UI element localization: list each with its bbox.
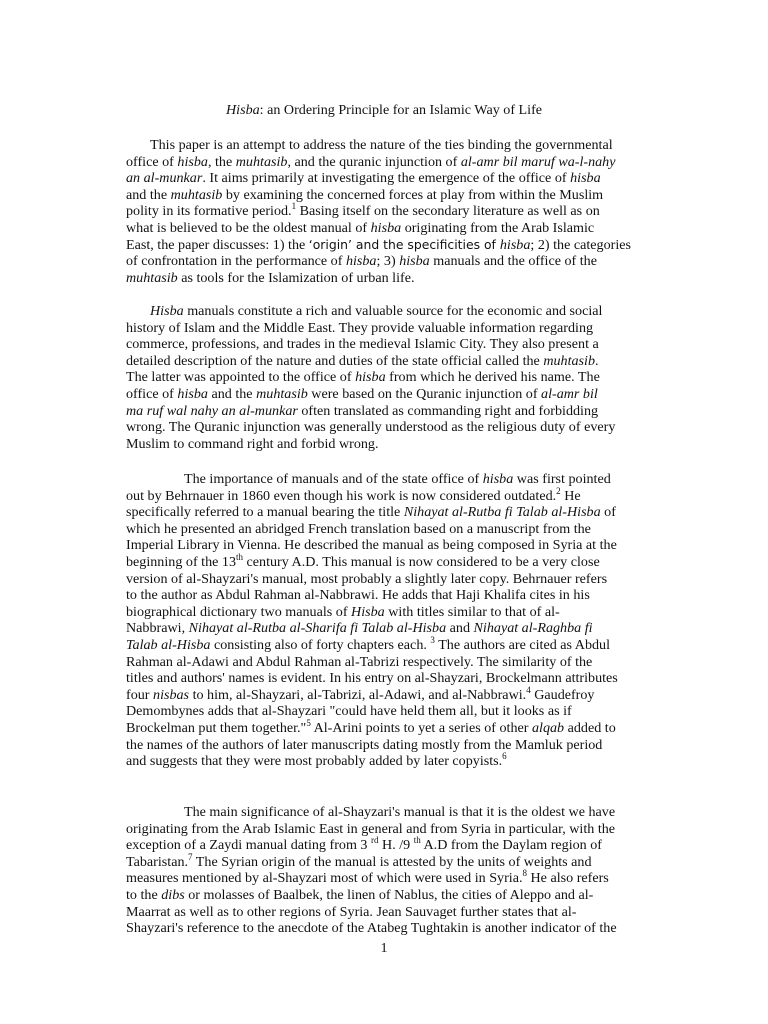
text-run: He also refers — [526, 870, 609, 887]
text-line — [126, 504, 686, 521]
text-run: out by Behrnauer in 1860 even though his work is now considered outdated. — [126, 487, 557, 504]
text-run: specifically referred to a manual bearing the title — [126, 504, 404, 521]
text-run: The latter was appointed to the office of — [126, 369, 356, 386]
text-run: Tabaristan. — [126, 853, 189, 870]
italic-term: hisba — [345, 253, 377, 270]
text-run: originating from the Arab Islamic — [401, 219, 595, 236]
text-run: exception of a Zaydi manual dating from 3 — [126, 837, 371, 854]
text-run: and the — [126, 186, 171, 203]
italic-term: muhtasib — [170, 186, 223, 203]
italic-term: hisba — [570, 170, 601, 187]
title-italic: Hisba — [225, 102, 260, 118]
text-line — [126, 620, 686, 637]
footnote-marker: 7 — [188, 851, 193, 862]
text-run: the names of the authors of later manuscripts dating mostly from the Mamluk period — [126, 736, 603, 753]
text-line — [126, 537, 686, 554]
text-run: was first pointed — [513, 471, 611, 487]
text-run: to the author as Abdul Rahman al-Nabbrawi. He adds that Haji Khalifa cites in his — [126, 587, 590, 604]
italic-term: muhtasib — [126, 269, 178, 286]
text-run: what is believed to be the oldest manual of — [126, 219, 371, 236]
italic-term: hisba — [355, 369, 386, 386]
text-line — [126, 870, 686, 887]
text-run: wrong. The Quranic injunction was generally understood as the religious duty of every — [126, 419, 616, 436]
text-line — [126, 386, 686, 403]
text-run: Al-Arini points to yet a series of other — [310, 719, 532, 736]
text-line — [126, 753, 686, 770]
text-run: or molasses of Baalbek, the linen of Nablus, the cities of Aleppo and al- — [184, 886, 594, 903]
paragraph-1 — [126, 137, 686, 286]
text-line — [126, 336, 686, 353]
text-run: with titles similar to that of al- — [384, 603, 560, 620]
text-line — [126, 571, 686, 588]
italic-term: muhtasib — [256, 385, 308, 402]
italic-term: hisba — [499, 236, 531, 253]
text-run: Maarrat as well as to other regions of Syria. Jean Sauvaget further states that al- — [126, 903, 577, 920]
text-run: of confrontation in the performance of — [126, 253, 346, 270]
text-line — [126, 320, 686, 337]
italic-term: Nihayat al-Rutba fi Talab al-Hisba — [403, 504, 601, 521]
text-line — [126, 203, 686, 220]
text-run: A.D from the Daylam region of — [420, 837, 602, 854]
text-run: and — [446, 620, 474, 637]
text-line — [126, 804, 686, 821]
text-run: detailed description of the nature and duties of the state official called the — [126, 352, 544, 369]
italic-term: hisba — [399, 253, 430, 270]
text-run: polity in its formative period. — [126, 203, 292, 220]
text-line — [126, 887, 686, 904]
footnote-marker: 2 — [556, 485, 561, 496]
text-line — [126, 253, 686, 270]
text-run: titles and authors' names is evident. In his entry on al-Shayzari, Brockelmann attributes — [126, 670, 618, 687]
italic-term: Hisba — [150, 303, 184, 319]
text-line — [126, 717, 686, 737]
text-run: and the — [207, 385, 257, 402]
footnote-marker: th — [236, 551, 244, 562]
text-run: manuals and the office of the — [429, 253, 597, 270]
text-line — [126, 737, 686, 754]
text-line — [126, 353, 686, 370]
text-run: Demombynes adds that al-Shayzari "could have held them all, but it looks as if — [126, 703, 572, 720]
footnote-marker: th — [413, 835, 421, 846]
footnote-marker: rd — [371, 835, 379, 846]
text-run: Basing itself on the secondary literature as well as on — [296, 203, 600, 220]
italic-term: Nihayat al-Rutba al-Sharifa fi Talab al-Hisba — [188, 620, 447, 637]
text-run: beginning of the 13 — [126, 553, 236, 570]
paragraph-4 — [126, 804, 686, 937]
text-run: Brockelman put them together." — [126, 719, 307, 736]
footnote-marker: 1 — [291, 201, 297, 212]
text-line — [126, 821, 686, 838]
text-line — [126, 485, 686, 505]
text-run: version of al-Shayzari's manual, most probably a slightly later copy. Behrnauer refers — [126, 570, 608, 587]
text-run: manuals constitute a rich and valuable source for the economic and social — [183, 303, 603, 319]
document-title — [0, 102, 768, 119]
italic-term: Hisba — [351, 603, 385, 620]
text-run: . It aims primarily at investigating the emergence of the office of — [202, 170, 571, 187]
text-line — [126, 904, 686, 921]
text-run: , the — [207, 153, 236, 170]
text-line — [126, 703, 686, 720]
text-run: The importance of manuals and of the state office of — [184, 471, 483, 487]
footnote-marker: 3 — [430, 634, 435, 645]
text-line — [126, 587, 686, 604]
italic-term: hisba — [177, 385, 208, 402]
text-line — [126, 220, 686, 237]
text-run: office of — [126, 385, 178, 402]
text-line — [126, 369, 686, 386]
text-run: as tools for the Islamization of urban life. — [177, 269, 415, 286]
text-run: of — [600, 504, 616, 521]
text-run: The main significance of al-Shayzari's manual is that it is the oldest we have — [184, 804, 616, 820]
italic-term: alqab — [531, 719, 565, 736]
text-line — [126, 920, 686, 937]
text-run: century A.D. This manual is now considered to be a very close — [243, 553, 600, 570]
text-run: The Syrian origin of the manual is attested by the units of weights and — [192, 853, 592, 870]
text-run: . — [595, 352, 599, 369]
text-line — [126, 851, 686, 871]
italic-term: Nihayat al-Raghba fi — [473, 620, 593, 637]
text-line — [126, 270, 686, 287]
text-run: He — [560, 487, 581, 504]
text-run: Imperial Library in Vienna. He described the manual as being composed in Syria at the — [126, 537, 617, 554]
text-run: were based on the Quranic injunction of — [307, 385, 542, 402]
text-run: originating from the Arab Islamic East in general and from Syria in particular, with the — [126, 820, 616, 837]
paragraph-2 — [126, 303, 686, 452]
text-run: , and the quranic injunction of — [287, 153, 461, 170]
text-line — [126, 551, 686, 571]
text-run: consisting also of forty chapters each. — [210, 636, 431, 653]
text-run: The authors are cited as Abdul — [434, 636, 610, 653]
italic-term: hisba — [177, 153, 208, 170]
footnote-marker: 4 — [526, 684, 531, 695]
text-run: four — [126, 686, 154, 703]
text-run: ‘origin’ and the specificities of — [308, 236, 500, 252]
text-line — [126, 837, 686, 854]
italic-term: hisba — [370, 219, 402, 236]
text-line — [126, 187, 686, 204]
title-rest: : an Ordering Principle for an Islamic Way of Life — [259, 102, 543, 118]
text-line — [126, 436, 686, 453]
text-line — [126, 670, 686, 687]
italic-term: muhtasib — [235, 153, 288, 170]
text-run: commerce, professions, and trades in the medieval Islamic City. They also present a — [126, 336, 599, 353]
text-line — [126, 303, 686, 320]
page-number: 1 — [380, 940, 388, 956]
text-line — [126, 154, 686, 171]
italic-term: al-amr bil — [541, 385, 598, 402]
footnote-marker: 8 — [522, 868, 527, 879]
text-run: This paper is an attempt to address the nature of the ties binding the governmental — [150, 137, 613, 153]
text-line — [126, 684, 686, 704]
text-run: often translated as commanding right and forbidding — [297, 402, 599, 419]
footnote-marker: 5 — [306, 717, 311, 728]
text-run: biographical dictionary two manuals of — [126, 603, 352, 620]
text-line — [126, 521, 686, 538]
text-run: by examining the concerned forces at play from within the Muslim — [222, 186, 604, 203]
italic-term: al-amr bil maruf wa-l-nahy — [460, 153, 616, 170]
text-run: which he presented an abridged French translation based on a manuscript from the — [126, 520, 591, 537]
text-run: H. /9 — [378, 837, 414, 854]
text-run: to him, al-Shayzari, al-Tabrizi, al-Adawi, and al-Nabbrawi. — [189, 686, 527, 703]
text-run: to the — [126, 886, 162, 903]
footnote-marker: 6 — [502, 751, 507, 762]
text-run: office of — [126, 153, 178, 170]
italic-term: muhtasib — [543, 352, 595, 369]
text-line — [126, 419, 686, 436]
italic-term: Talab al-Hisba — [126, 636, 211, 653]
italic-term: ma ruf wal nahy an al-munkar — [126, 402, 298, 419]
text-line — [126, 634, 686, 654]
paragraph-3 — [126, 471, 686, 770]
text-run: and suggests that they were most probably added by later copyists. — [126, 753, 503, 770]
text-line — [126, 604, 686, 621]
text-run: East, the paper discusses: 1) the — [126, 236, 309, 253]
text-run: ; 3) — [376, 253, 400, 270]
italic-term: an al-munkar — [126, 170, 203, 187]
text-run: Shayzari's reference to the anecdote of the Atabeg Tughtakin is another indicator of the — [126, 920, 617, 937]
text-run: history of Islam and the Middle East. They provide valuable information regarding — [126, 319, 594, 336]
text-run: ; 2) the categories — [530, 236, 631, 253]
text-run: added to — [564, 719, 616, 736]
text-run: from which he derived his name. The — [385, 369, 600, 386]
italic-term: hisba — [482, 471, 514, 487]
text-line — [126, 237, 686, 254]
text-line — [126, 471, 686, 488]
text-line — [126, 654, 686, 671]
italic-term: nisbas — [153, 686, 190, 703]
text-run: Muslim to command right and forbid wrong. — [126, 435, 379, 452]
text-run: Rahman al-Adawi and Abdul Rahman al-Tabrizi respectively. The similarity of the — [126, 653, 593, 670]
text-line — [126, 403, 686, 420]
text-line — [126, 137, 686, 154]
text-line — [126, 170, 686, 187]
text-run: measures mentioned by al-Shayzari most of which were used in Syria. — [126, 870, 523, 887]
text-run: Gaudefroy — [530, 686, 595, 703]
italic-term: dibs — [161, 886, 185, 903]
text-run: Nabbrawi, — [126, 620, 189, 637]
